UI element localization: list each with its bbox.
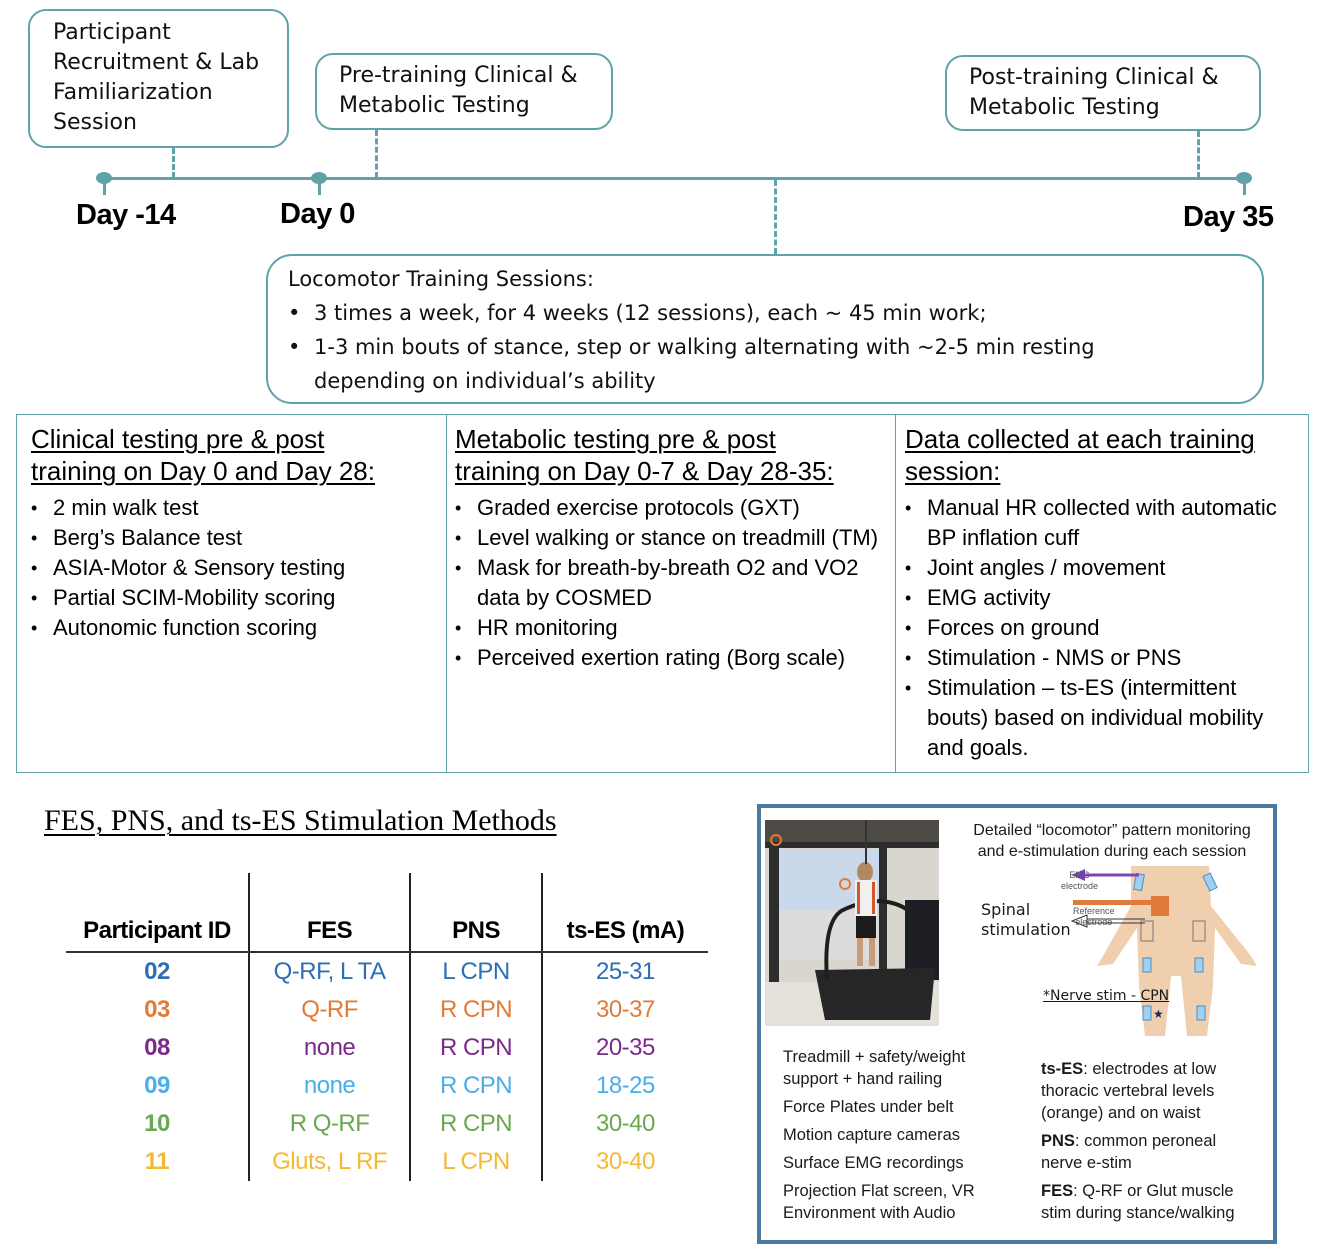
fes-cell: Gluts, L RF (249, 1143, 410, 1181)
fes-cell: none (249, 1067, 410, 1105)
column-header: Participant ID (66, 873, 249, 952)
reference-label-line: Reference (1073, 906, 1115, 916)
caption-line: Detailed “locomotor” pattern monitoring (973, 822, 1251, 839)
table-row (66, 1143, 708, 1181)
recruitment-line: Recruitment & Lab (53, 50, 260, 75)
milestone-dot-day-minus-14 (96, 172, 112, 184)
tick-day-minus-14 (103, 183, 106, 195)
post-training-line: Post-training Clinical & (969, 65, 1219, 90)
recruitment-line: Participant (53, 20, 171, 45)
day-label: Day 35 (1183, 201, 1274, 233)
equipment-line: Projection Flat screen, VR (783, 1182, 975, 1200)
connector-pre-training (375, 130, 378, 178)
equipment-line: support + hand railing (783, 1070, 943, 1088)
testing-panels (16, 414, 1309, 773)
panel-item: • Berg’s Balance test (31, 523, 432, 553)
panel-title-line: training on Day 0-7 & Day 28-35: (455, 456, 834, 486)
emg-label-line: EMG (1069, 870, 1090, 880)
connector-recruitment (172, 148, 175, 178)
pns-cell: R CPN (410, 1067, 542, 1105)
definition-ts-es (1041, 1058, 1277, 1124)
equipment-item (783, 1180, 1003, 1224)
nerve-stim-label: *Nerve stim - CPN (1043, 988, 1170, 1004)
tses-cell: 30-40 (542, 1143, 708, 1181)
pre-training-box (315, 53, 613, 130)
participant-id: 10 (144, 1110, 170, 1137)
panel-list (905, 493, 1293, 763)
panel-title (31, 423, 432, 487)
equipment-item: Motion capture cameras (783, 1126, 960, 1144)
equipment-line: Environment with Audio (783, 1204, 956, 1222)
definition-line: : Q-RF or Glut muscle (1073, 1182, 1234, 1200)
locomotor-training-box (266, 254, 1264, 404)
column-header: FES (249, 873, 410, 952)
definition-line: (orange) and on waist (1041, 1104, 1201, 1122)
panel-item: • Manual HR collected with automatic BP inflation cuff (905, 493, 1293, 553)
column-header: ts-ES (mA) (542, 873, 708, 952)
equipment-list (783, 1046, 1003, 1224)
definitions-list (1041, 1058, 1277, 1224)
timeline-axis (104, 177, 1244, 180)
locomotor-bullet: • 1-3 min bouts of stance, step or walking alternating with ~2-5 min resting depending on individual’s ability (288, 330, 1174, 398)
pre-training-line: Metabolic Testing (339, 93, 530, 118)
table-row (66, 1105, 708, 1143)
tses-cell: 30-40 (542, 1105, 708, 1143)
definition-term: ts-ES (1041, 1060, 1084, 1078)
treadmill-scene-icon (765, 820, 939, 1026)
connector-post-training (1197, 131, 1200, 178)
tses-cell: 20-35 (542, 1029, 708, 1067)
tses-cell: 25-31 (542, 952, 708, 991)
panel-item: • Level walking or stance on treadmill (TM) (455, 523, 881, 553)
session-data-panel (895, 415, 1307, 772)
table-header-row (66, 873, 708, 952)
fes-cell: R Q-RF (249, 1105, 410, 1143)
post-training-box (945, 55, 1261, 131)
milestone-dot-day-35 (1236, 172, 1252, 184)
definition-term: PNS (1041, 1132, 1075, 1150)
panel-item: • Forces on ground (905, 613, 1293, 643)
body-electrode-diagram-icon (1091, 866, 1277, 1036)
spinal-label-line: stimulation (981, 920, 1071, 939)
equipment-item (783, 1046, 1003, 1090)
milestone-dot-day-0 (311, 172, 327, 184)
panel-item: • Stimulation – ts-ES (intermittent bouts) based on individual mobility and goals. (905, 673, 1293, 763)
stimulation-table (66, 873, 708, 1181)
spinal-stim-bar (1073, 900, 1153, 905)
definition-line: stim during stance/walking (1041, 1204, 1235, 1222)
panel-item: • 2 min walk test (31, 493, 432, 523)
fes-cell: none (249, 1029, 410, 1067)
pns-cell: R CPN (410, 991, 542, 1029)
equipment-item: Force Plates under belt (783, 1098, 954, 1116)
panel-item: • Perceived exertion rating (Borg scale) (455, 643, 881, 673)
definition-line: : electrodes at low (1083, 1060, 1217, 1078)
panel-title (455, 423, 881, 487)
table-row (66, 1067, 708, 1105)
panel-list (31, 493, 432, 643)
pns-cell: L CPN (410, 1143, 542, 1181)
equipment-item: Surface EMG recordings (783, 1154, 964, 1172)
participant-id: 02 (144, 958, 170, 985)
panel-title-line: training on Day 0 and Day 28: (31, 456, 375, 486)
locomotor-bullets (288, 296, 1242, 398)
recruitment-line: Familiarization (53, 80, 213, 105)
table-row (66, 952, 708, 991)
spinal-stimulation-label (981, 900, 1071, 940)
metabolic-testing-panel (446, 415, 895, 772)
equipment-line: Treadmill + safety/weight (783, 1048, 966, 1066)
panel-title-line: session: (905, 456, 1001, 486)
panel-list (455, 493, 881, 673)
treadmill-lab-photo (765, 820, 939, 1026)
emg-label-line: electrode (1061, 881, 1099, 891)
panel-title-line: Clinical testing pre & post (31, 424, 325, 454)
panel-item: • Stimulation - NMS or PNS (905, 643, 1293, 673)
panel-item: • Graded exercise protocols (GXT) (455, 493, 881, 523)
svg-text:★: ★ (1153, 1007, 1164, 1021)
panel-item: • HR monitoring (455, 613, 881, 643)
panel-title-line: Data collected at each training (905, 424, 1255, 454)
locomotor-bullet: • 3 times a week, for 4 weeks (12 sessions), each ~ 45 min work; (288, 296, 1242, 330)
table-row (66, 991, 708, 1029)
reference-electrode-label (1073, 906, 1115, 928)
recruitment-line: Session (53, 110, 137, 135)
caption-line: and e-stimulation during each session (977, 843, 1247, 860)
participant-id: 08 (144, 1034, 170, 1061)
locomotor-title: Locomotor Training Sessions: (288, 267, 594, 291)
panel-item: • Partial SCIM-Mobility scoring (31, 583, 432, 613)
panel-item: • Autonomic function scoring (31, 613, 432, 643)
panel-title (905, 423, 1293, 487)
participant-id: 03 (144, 996, 170, 1023)
participant-id: 11 (144, 1148, 170, 1175)
participant-id: 09 (144, 1072, 170, 1099)
pns-cell: R CPN (410, 1105, 542, 1143)
pns-cell: R CPN (410, 1029, 542, 1067)
panel-item: • Joint angles / movement (905, 553, 1293, 583)
locomotor-monitoring-figure (757, 804, 1277, 1244)
stimulation-title: FES, PNS, and ts-ES Stimulation Methods (44, 804, 557, 837)
fes-cell: Q-RF (249, 991, 410, 1029)
reference-label-line: electrode (1075, 917, 1113, 927)
tick-day-35 (1243, 183, 1246, 195)
pre-training-line: Pre-training Clinical & (339, 63, 578, 88)
tses-cell: 18-25 (542, 1067, 708, 1105)
definition-line: thoracic vertebral levels (1041, 1082, 1215, 1100)
panel-title-line: Metabolic testing pre & post (455, 424, 776, 454)
figure-caption (947, 820, 1277, 862)
day-label: Day 0 (280, 198, 355, 230)
definition-pns (1041, 1130, 1277, 1174)
post-training-line: Metabolic Testing (969, 95, 1160, 120)
tick-day-0 (318, 183, 321, 195)
recruitment-box (28, 9, 289, 148)
panel-item: • EMG activity (905, 583, 1293, 613)
panel-item: • Mask for breath-by-breath O2 and VO2 data by COSMED (455, 553, 881, 613)
column-header: PNS (410, 873, 542, 952)
spinal-label-line: Spinal (981, 900, 1031, 919)
fes-cell: Q-RF, L TA (249, 952, 410, 991)
definition-term: FES (1041, 1182, 1074, 1200)
clinical-testing-panel (17, 415, 446, 772)
definition-line: : common peroneal (1074, 1132, 1217, 1150)
connector-locomotor (774, 180, 777, 254)
day-label: Day -14 (76, 199, 176, 231)
emg-electrode-label (1061, 870, 1098, 892)
definition-line: nerve e-stim (1041, 1154, 1132, 1172)
definition-fes (1041, 1180, 1277, 1224)
tses-cell: 30-37 (542, 991, 708, 1029)
panel-item: • ASIA-Motor & Sensory testing (31, 553, 432, 583)
table-row (66, 1029, 708, 1067)
pns-cell: L CPN (410, 952, 542, 991)
